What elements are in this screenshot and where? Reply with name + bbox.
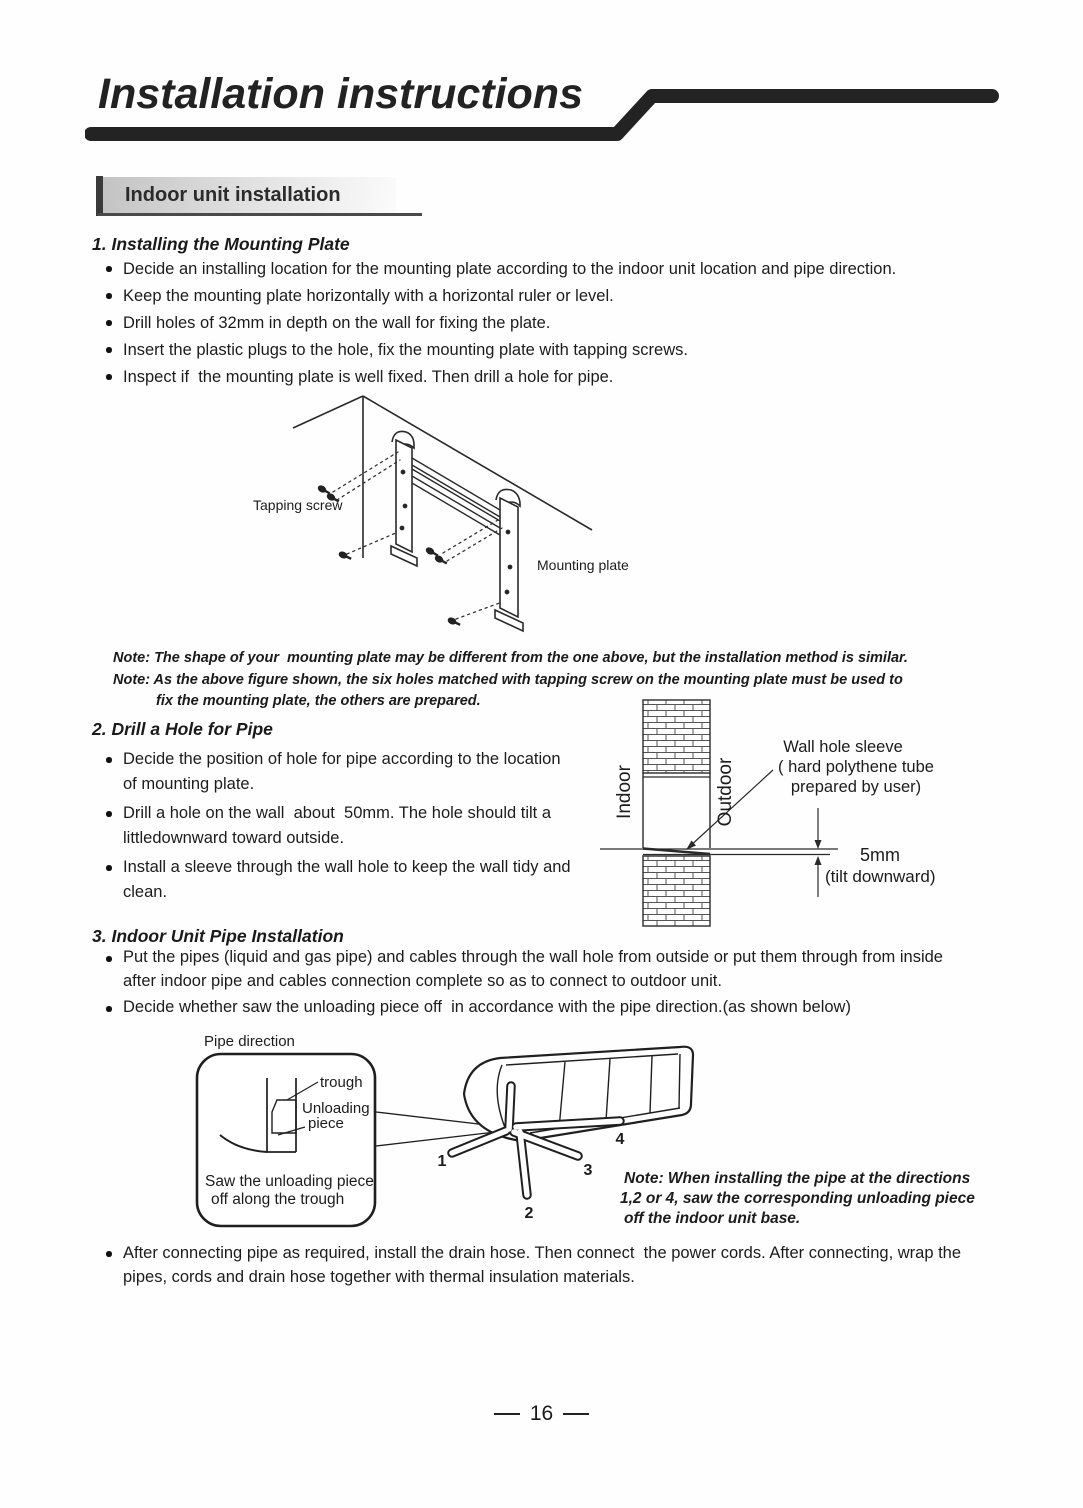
section3-heading: 3. Indoor Unit Pipe Installation xyxy=(92,926,344,946)
note-text: 1,2 or 4, saw the corresponding unloading piece xyxy=(620,1190,975,1207)
banner-box xyxy=(103,177,396,213)
closing-bullet-list xyxy=(104,1241,1009,1290)
pipe-direction-diagram xyxy=(190,1034,1040,1236)
direction-number-2: 2 xyxy=(524,1205,534,1222)
banner-title: Indoor unit installation xyxy=(125,184,341,206)
wall-corner-lines xyxy=(293,396,592,558)
list-item: Install a sleeve through the wall hole to keep the wall tidy and clean. xyxy=(104,855,572,904)
mounting-bracket-right xyxy=(495,489,523,631)
note-text: Note: When installing the pipe at the directions xyxy=(624,1170,971,1187)
pipe-note xyxy=(620,1170,975,1227)
banner-accent-bar xyxy=(96,176,103,216)
list-item: After connecting pipe as required, install the drain hose. Then connect the power cords. After connecting, wrap the pipes, cords and drain hose together with thermal insulation materials. xyxy=(104,1241,1009,1289)
screw-leader-lines xyxy=(333,452,502,619)
mounting-plate-rails xyxy=(412,458,500,535)
page-number-dash xyxy=(494,1413,520,1416)
direction-number-3: 3 xyxy=(583,1162,593,1179)
dimension-note: (tilt downward) xyxy=(825,867,936,886)
list-item: Put the pipes (liquid and gas pipe) and cables through the wall hole from outside or put them through from inside after indoor pipe and cables connection complete so as to connect to outdoor unit. xyxy=(104,946,954,993)
section1-bullet-list xyxy=(104,256,1024,391)
banner-underline xyxy=(98,213,422,216)
list-item: Drill a hole on the wall about 50mm. The hole should tilt a littledownward toward outside. xyxy=(104,801,572,850)
saw-instruction-label: off along the trough xyxy=(211,1191,345,1208)
section-banner xyxy=(96,176,422,216)
note-text: Note: As the above figure shown, the six holes matched with tapping screw on the mounting plate must be used to xyxy=(113,671,903,688)
list-item: Keep the mounting plate horizontally with a horizontal ruler or level. xyxy=(104,283,1024,309)
sleeve-label: Wall hole sleeve xyxy=(783,738,903,756)
sleeve-label: ( hard polythene tube xyxy=(778,758,934,776)
page-footer xyxy=(0,1402,1083,1426)
direction-number-4: 4 xyxy=(615,1131,625,1148)
direction-number-1: 1 xyxy=(437,1153,447,1170)
mounting-bracket-left xyxy=(391,431,417,566)
outdoor-label: Outdoor xyxy=(715,757,736,827)
wall-hole-sleeve xyxy=(600,849,838,855)
list-item: Drill holes of 32mm in depth on the wall for fixing the plate. xyxy=(104,310,1024,336)
sleeve-label: prepared by user) xyxy=(790,778,922,796)
dimension-value: 5mm xyxy=(860,845,900,865)
mounting-plate-label: Mounting plate xyxy=(537,557,629,573)
section3-bullet-list xyxy=(104,946,954,1023)
list-item: Insert the plastic plugs to the hole, fix the mounting plate with tapping screws. xyxy=(104,337,1024,363)
section2-heading: 2. Drill a Hole for Pipe xyxy=(92,719,273,739)
section1-heading: 1. Installing the Mounting Plate xyxy=(92,234,350,254)
section2-bullet-list xyxy=(104,747,576,909)
note-text: off the indoor unit base. xyxy=(624,1210,801,1227)
indoor-label: Indoor xyxy=(614,765,635,819)
unloading-piece-label: piece xyxy=(308,1115,344,1132)
unloading-piece-label: Unloading xyxy=(302,1100,370,1117)
tapping-screw-label: Tapping screw xyxy=(253,497,343,513)
wall-hole-diagram xyxy=(598,692,1040,934)
wall-brick-top xyxy=(643,700,710,773)
note-text: fix the mounting plate, the others are prepared. xyxy=(156,693,481,709)
list-item: Decide an installing location for the mounting plate according to the indoor unit location and pipe direction. xyxy=(104,256,1024,282)
mounting-plate-diagram xyxy=(240,386,660,642)
pipe-direction-label: Pipe direction xyxy=(204,1034,295,1050)
page-number: 16 xyxy=(529,1402,554,1425)
note-text: Note: The shape of your mounting plate may be different from the one above, but the installation method is similar. xyxy=(113,650,908,666)
list-item: Decide the position of hole for pipe according to the location of mounting plate. xyxy=(104,747,572,796)
list-item: Inspect if the mounting plate is well fixed. Then drill a hole for pipe. xyxy=(104,364,1024,390)
list-item: Decide whether saw the unloading piece off in accordance with the pipe direction.(as shown below) xyxy=(104,996,954,1020)
trough-label: trough xyxy=(320,1074,363,1091)
saw-instruction-label: Saw the unloading piece xyxy=(205,1173,374,1190)
page-title: Installation instructions xyxy=(98,70,583,118)
header-underline-decoration xyxy=(85,82,1005,150)
wall-brick-bottom xyxy=(643,856,710,926)
page-number-dash xyxy=(563,1413,589,1416)
